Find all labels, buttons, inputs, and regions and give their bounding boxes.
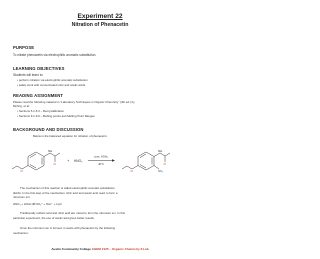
product-ether-o-label: O	[130, 169, 133, 173]
product-carbonyl-o-label: O	[163, 162, 166, 166]
condition-bottom: 40°C	[98, 163, 104, 166]
background-heading: BACKGROUND AND DISCUSSION	[13, 127, 84, 132]
bullet: •	[17, 83, 19, 87]
background-intro: Below is the balanced equation for nitration of phenacetin:	[33, 134, 108, 138]
ether-o-label: O	[20, 169, 23, 173]
para1-line3: nitronium ion:	[13, 195, 31, 199]
page-title: Experiment 22	[77, 13, 123, 20]
reading-item: • Sections 9.1-9.9 – Melting points and Melting Point Ranges	[17, 114, 95, 118]
objective-item: • safely work with concentrated nitric and acetic acids	[17, 83, 86, 87]
product-nh-label: NH	[158, 149, 163, 153]
reading-item: • Sections 5.1-5.3 – Recrystallization	[17, 109, 64, 113]
footer-institution: Austin Community College	[51, 247, 91, 251]
carbonyl-o-label: O	[53, 162, 56, 166]
condition-top: conc. HOAc	[94, 155, 108, 159]
para2-line1: Traditionally sulfuric acid and nitric acid are mixed to form the nitronium ion. In this	[20, 211, 125, 215]
para3-line1: Once the nitronium ion is formed, it reacts with phenacetin by the following	[20, 226, 116, 230]
reading-heading: READING ASSIGNMENT	[13, 93, 64, 98]
bullet: •	[17, 114, 19, 118]
purpose-heading: PURPOSE	[13, 45, 35, 50]
para1-line2: (EAS). In the first step of the mechanism nitric acid and acetic acid react to form a	[13, 190, 118, 195]
para1-line1: The mechanism of this reaction is called electrophilic aromatic substitution	[20, 186, 115, 190]
page-footer	[0, 247, 200, 251]
phenacetin-structure	[12, 152, 60, 170]
page-subtitle: Nitration of Phenacetin	[71, 22, 129, 28]
objectives-heading: LEARNING OBJECTIVES	[13, 66, 65, 71]
nitro-group-label: NO₂	[158, 169, 164, 173]
reaction-scheme	[0, 138, 200, 184]
objectives-intro: Students will learn to:	[13, 73, 44, 77]
arrow-head	[112, 159, 115, 161]
nitronium-equation: HNO₃ + HOAc ⇌ NO₂⁺ + OAc⁻ + H₂O	[13, 202, 62, 206]
para3-line2: mechanism:	[13, 230, 29, 235]
footer-course: CHEM 2125 – Organic Chemistry II Lab	[91, 247, 149, 251]
product-structure	[122, 152, 170, 170]
reading-line-2: Mohrig, et al:	[13, 104, 30, 108]
objective-item: • perform nitration via electrophilic aromatic substitution	[17, 78, 88, 82]
nh-label: NH	[48, 149, 53, 153]
para2-line2: particular experiment, the use of acetic acid gives better results.	[13, 215, 95, 220]
bullet: •	[17, 109, 19, 113]
bullet: •	[17, 78, 19, 82]
reading-line-1: Please read the following material in "Laboratory Techniques in Organic Chemistry" (4th ed.) by	[13, 100, 135, 104]
reagent-label: HNO₃	[74, 159, 83, 163]
plus-sign: +	[67, 158, 70, 163]
purpose-text: To nitrate phenacetin via electrophilic aromatic substitution.	[13, 53, 97, 57]
